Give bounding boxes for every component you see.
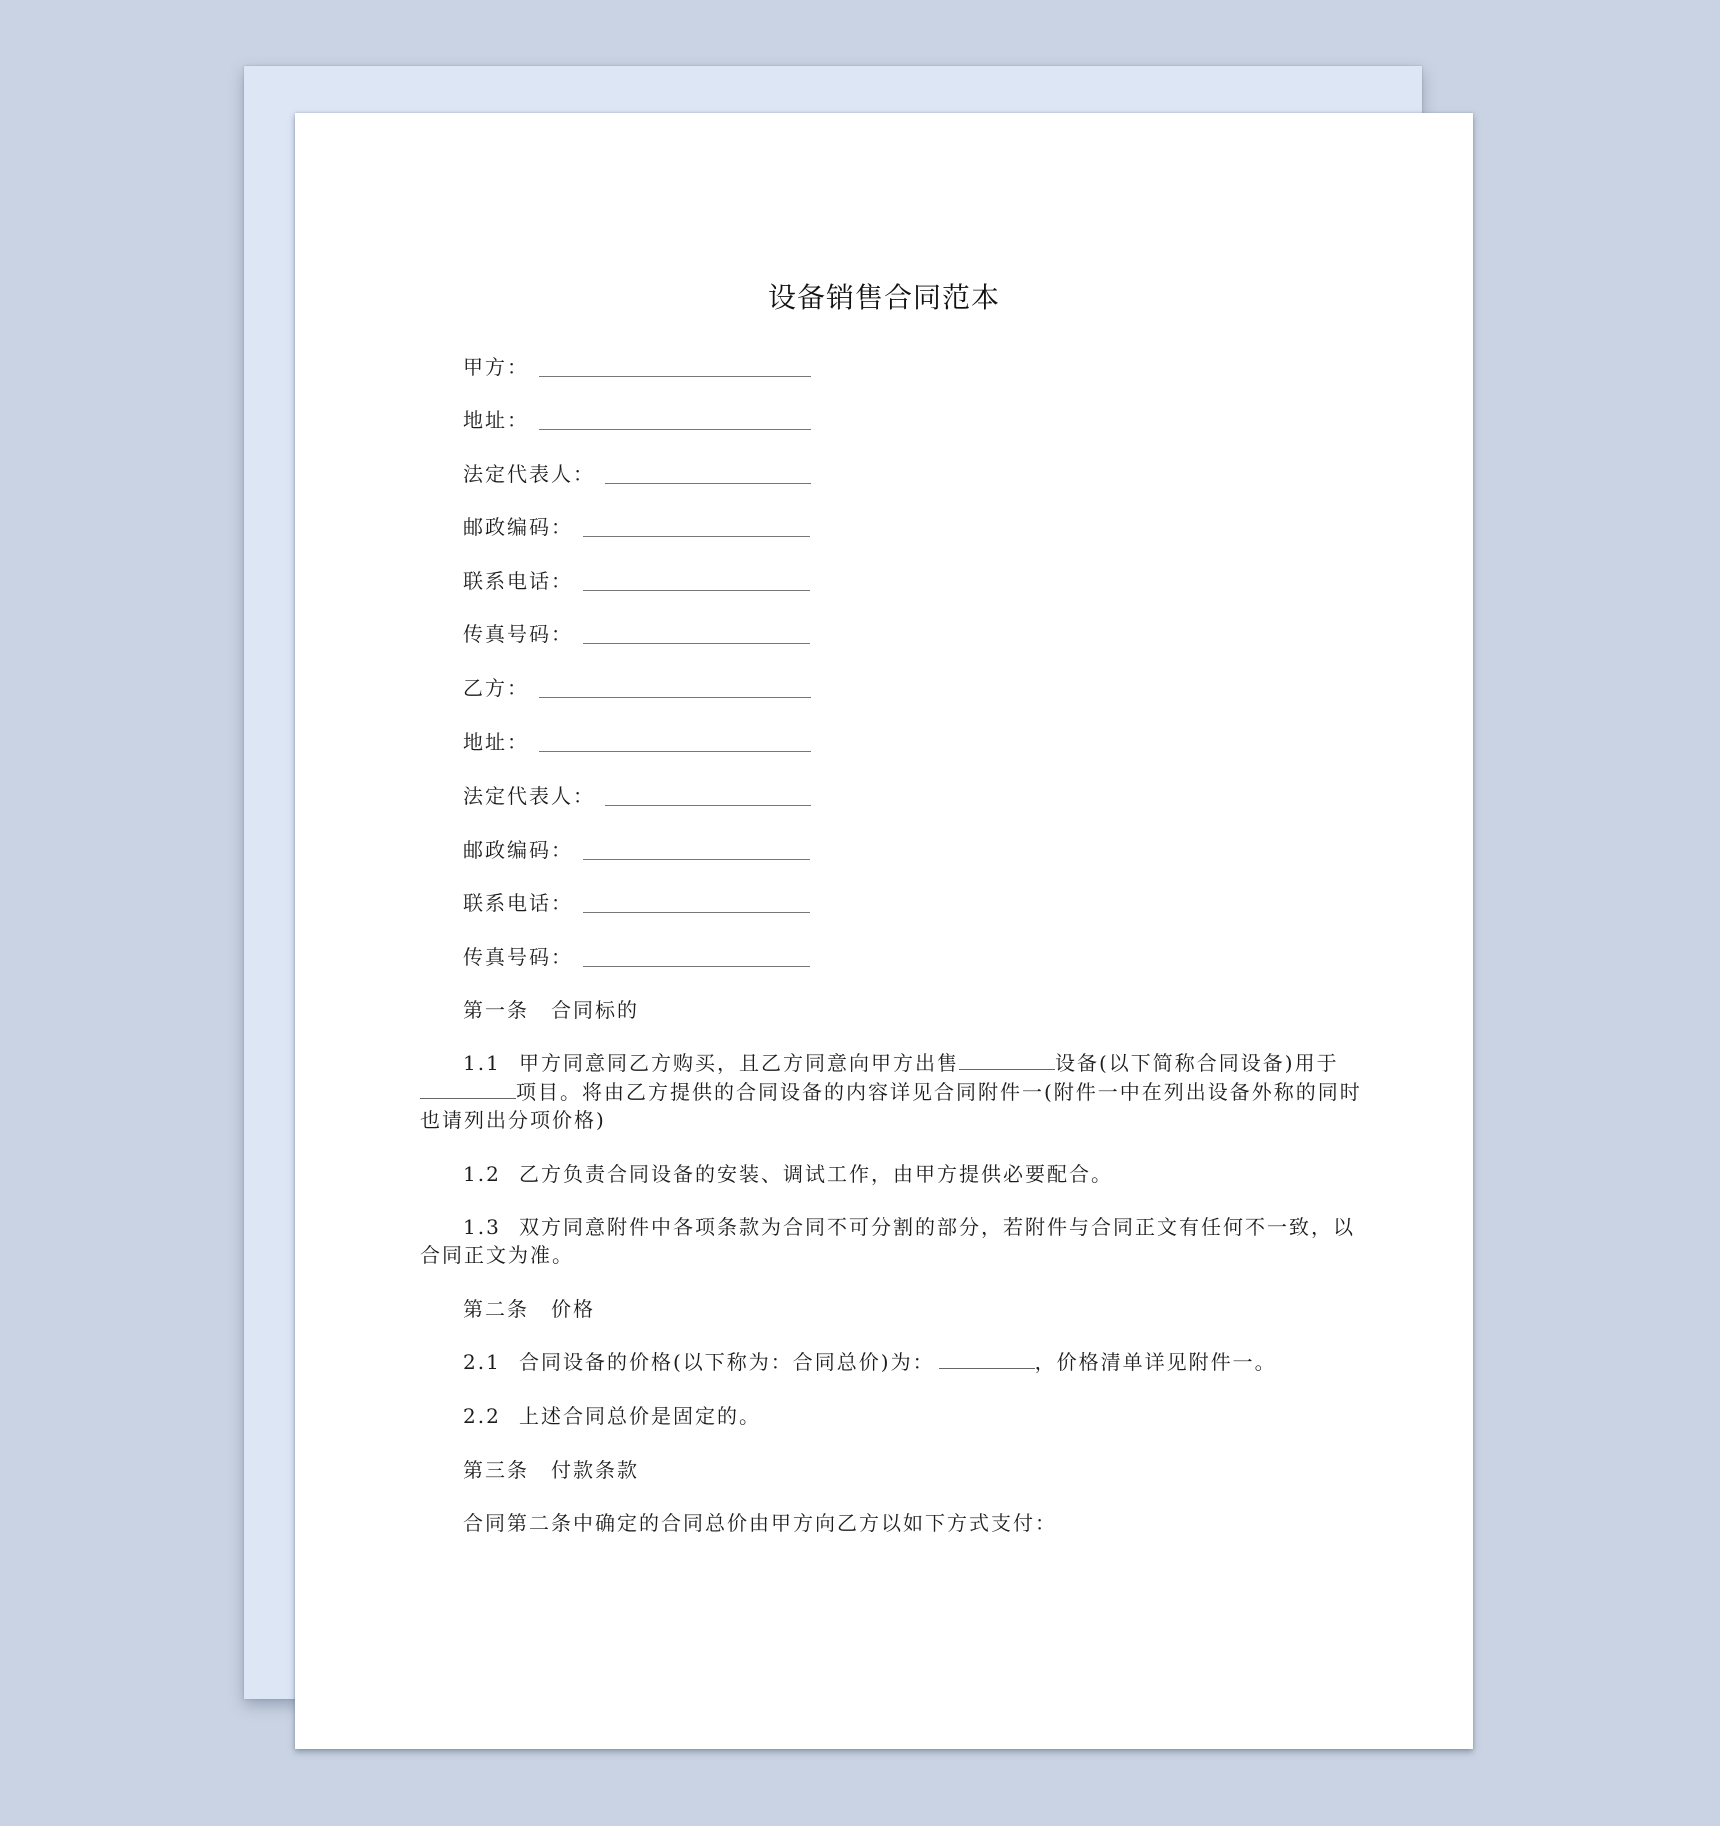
article-3-intro: 合同第二条中确定的合同总价由甲方向乙方以如下方式支付： [463,1511,1057,1535]
party-b-name-field [463,674,811,702]
fill-in-blank[interactable] [605,482,811,484]
field-label: 乙方： [463,676,529,700]
party-a-fax-field [463,620,810,648]
article-1-heading: 第一条 合同标的 [463,998,639,1022]
field-label: 法定代表人： [463,462,595,486]
clause-text: 甲方同意同乙方购买，且乙方同意向甲方出售 [519,1051,959,1075]
field-label: 传真号码： [463,945,573,969]
clause-text: 双方同意附件中各项条款为合同不可分割的部分，若附件与合同正文有任何不一致，以 [519,1215,1355,1239]
clause-text: 合同设备的价格(以下称为：合同总价)为： [519,1350,935,1374]
field-label: 联系电话： [463,569,573,593]
clause-text: 项目。将由乙方提供的合同设备的内容详见合同附件一(附件一中在列出设备外称的同时 [516,1080,1362,1104]
party-a-legal-rep-field [463,460,811,488]
clause-1-3-line-1 [463,1213,1355,1241]
fill-in-blank[interactable] [583,965,810,967]
field-label: 地址： [463,730,529,754]
field-label: 联系电话： [463,891,573,915]
fill-in-blank[interactable] [539,696,811,698]
fill-in-blank[interactable] [583,642,810,644]
clause-text: ，价格清单详见附件一。 [1034,1350,1277,1374]
party-b-postcode-field [463,836,810,864]
clause-number: 2.2 [463,1404,501,1428]
clause-number: 1.3 [463,1215,501,1239]
fill-in-blank[interactable] [539,375,811,377]
clause-number: 1.2 [463,1162,501,1186]
clause-1-3-line-2: 合同正文为准。 [420,1243,574,1267]
party-b-fax-field [463,943,810,971]
field-label: 邮政编码： [463,515,573,539]
fill-in-blank[interactable] [583,589,810,591]
article-2-heading: 第二条 价格 [463,1297,595,1321]
party-a-address-field [463,406,811,434]
field-label: 甲方： [463,355,529,379]
fill-in-blank[interactable] [583,858,810,860]
equipment-blank[interactable] [959,1049,1055,1070]
clause-text: 上述合同总价是固定的。 [519,1404,761,1428]
clause-number: 2.1 [463,1350,501,1374]
clause-text: 设备(以下简称合同设备)用于 [1055,1051,1339,1075]
party-a-phone-field [463,567,810,595]
clause-1-1-line-1 [463,1049,1339,1077]
party-a-postcode-field [463,513,810,541]
clause-1-2 [463,1160,1113,1188]
total-price-blank[interactable] [939,1348,1035,1369]
party-b-address-field [463,728,811,756]
clause-text: 乙方负责合同设备的安装、调试工作，由甲方提供必要配合。 [519,1162,1113,1186]
party-b-phone-field [463,889,810,917]
clause-2-2 [463,1402,761,1430]
clause-number: 1.1 [463,1051,501,1075]
field-label: 地址： [463,408,529,432]
party-a-name-field [463,353,811,381]
contract-page [295,113,1473,1749]
project-blank[interactable] [420,1078,516,1099]
clause-2-1 [463,1348,1277,1376]
party-b-legal-rep-field [463,782,811,810]
field-label: 邮政编码： [463,838,573,862]
clause-1-1-line-2 [420,1078,1362,1106]
clause-1-1-line-3: 也请列出分项价格) [420,1108,606,1132]
fill-in-blank[interactable] [583,535,810,537]
fill-in-blank[interactable] [539,750,811,752]
field-label: 传真号码： [463,622,573,646]
article-3-heading: 第三条 付款条款 [463,1458,639,1482]
document-title: 设备销售合同范本 [767,281,1000,314]
fill-in-blank[interactable] [583,911,810,913]
fill-in-blank[interactable] [539,428,811,430]
fill-in-blank[interactable] [605,804,811,806]
field-label: 法定代表人： [463,784,595,808]
